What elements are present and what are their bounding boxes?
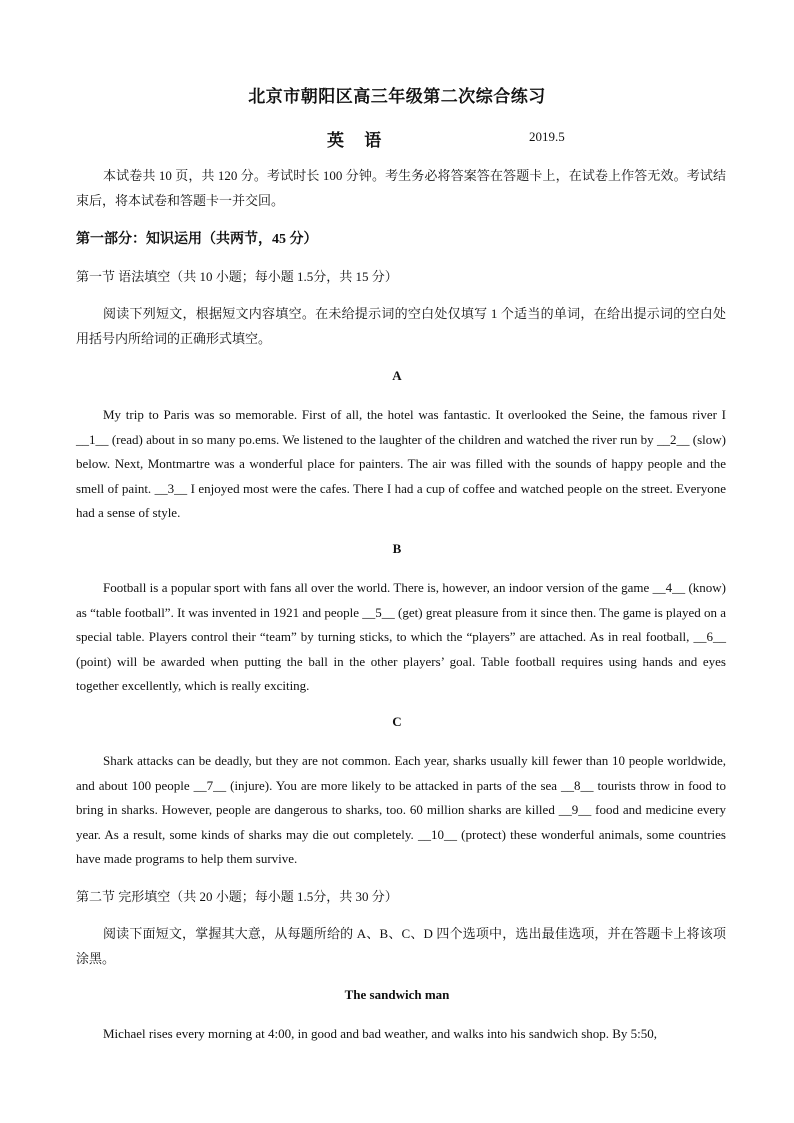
passage-c-label: C xyxy=(392,714,402,729)
exam-title: 北京市朝阳区高三年级第二次综合练习 xyxy=(248,87,546,106)
passage-b-label: B xyxy=(392,541,402,556)
subject-label: 英 语 xyxy=(327,131,390,150)
section1-heading: 第一节 语法填空（共 10 小题；每小题 1.5分，共 15 分） xyxy=(76,269,398,284)
part1-heading: 第一部分：知识运用（共两节，45 分） xyxy=(76,232,318,247)
passage-c-text: Shark attacks can be deadly, but they are not common. Each year, sharks usually kill fewer than 10 people worldwide, and about 100 people __7__ (injure). You are more likely to be attacked in parts of the sea __8__ tourists throw in food to bring in sharks. However, people are dangerous to sharks, too. 60 million sharks are killed __9__ food and medicine every year. As a result, some kinds of sharks may die out completely. __10__ (protect) these wonderful animals, some countries have made programs to help them survive. xyxy=(76,753,726,866)
exam-date: 2019.5 xyxy=(529,129,565,144)
passage-a-text: My trip to Paris was so memorable. First of all, the hotel was fantastic. It overlooked the Seine, the famous river I __1__ (read) about in so many po.ems. We listened to the laughter of the children and watched the river run by __2__ (slow) below. Next, Montmartre was a wonderful place for painters. The air was filled with the sounds of happy people and the smell of paint. __3__ I enjoyed most were the cafes. There I had a cup of coffee and watched people on the street. Everyone had a sense of style. xyxy=(76,407,726,520)
cloze-passage-title: The sandwich man xyxy=(344,987,450,1002)
section2-heading: 第二节 完形填空（共 20 小题；每小题 1.5分，共 30 分） xyxy=(76,889,398,904)
passage-a-label: A xyxy=(392,368,402,383)
section2-instructions: 阅读下面短文，掌握其大意，从每题所给的 A、B、C、D 四个选项中，选出最佳选项，并在答题卡上将该项涂黑。 xyxy=(76,926,726,966)
section1-instructions: 阅读下列短文，根据短文内容填空。在未给提示词的空白处仅填写 1 个适当的单词，在给出提示词的空白处用括号内所给词的正确形式填空。 xyxy=(76,306,726,346)
passage-b-text: Football is a popular sport with fans all over the world. There is, however, an indoor version of the game __4__ (know) as “table football”. It was invented in 1921 and people __5__ (get) great pleasure from it since then. The game is played on a special table. Players control their “team” by turning sticks, to which the “players” are attached. As in real football, __6__ (point) will be awarded when putting the ball in the other players’ goal. Table football requires using hands and eyes together excellently, which is really exciting. xyxy=(76,580,726,693)
exam-intro: 本试卷共 10 页，共 120 分。考试时长 100 分钟。考生务必将答案答在答题卡上，在试卷上作答无效。考试结束后，将本试卷和答题卡一并交回。 xyxy=(76,168,726,208)
cloze-passage-text: Michael rises every morning at 4:00, in good and bad weather, and walks into his sandwich shop. By 5:50, xyxy=(103,1026,658,1041)
